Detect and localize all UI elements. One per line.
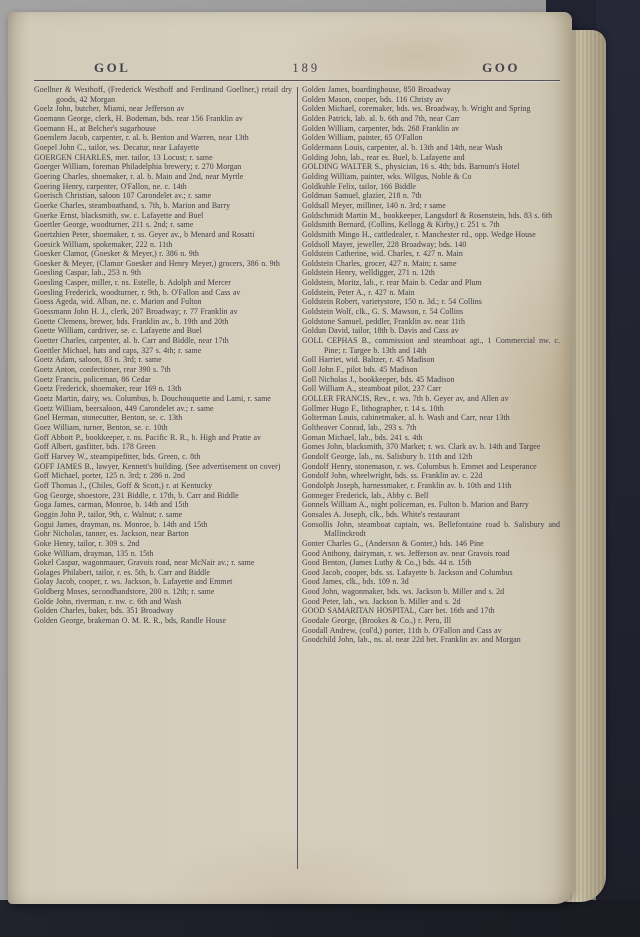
directory-entry: Goellner & Westhoff, (Frederick Westhoff and Ferdinand Goellner,) retail dry goods, 42 Morgan [34,85,292,104]
directory-entry: Goesker & Meyer, (Clamor Goesker and Henry Meyer,) grocers, 386 n. 9th [34,258,280,268]
directory-entry: Good Anthony, dairyman, r. ws. Jefferson av. near Gravois road [302,548,510,558]
directory-entry: Goggin John P., tailor, 9th, c. Walnut; r. same [34,509,183,519]
directory-entry: Goerke Ernst, blacksmith, sw. c. Lafayette and Buel [34,210,204,220]
directory-entry: Golden James, boardinghouse, 850 Broadway [302,85,451,94]
directory-entry: Goldsmith Bernard, (Collins, Kellogg & Kirby,) r. 251 s. 7th [302,220,500,230]
directory-entry: Goesker Clamor, (Goesker & Meyer,) r. 386 n. 9th [34,249,199,259]
directory-entry: Goldstein Robert, varietystore, 150 n. 3d.; r. 54 Collins [302,297,482,307]
directory-entry: Good Peter, lab., ws. Jackson b. Miller and s. 2d [302,596,461,606]
directory-entry: Goesling Frederick, woodturner, r. 9th, b. O'Fallon and Cass av [34,287,241,297]
directory-entry: GOFF JAMES B., lawyer, Kennett's building. (See advertisement on cover) [34,461,281,471]
directory-entry: Goldberg Moses, secondhandstore, 200 n. 12th; r. same [34,587,215,597]
directory-entry: Goldsoll Mayer, jeweller, 228 Broadway; bds. 140 [302,239,467,249]
directory-entry: Goodchild John, lab., ns. al. near 22d bet. Franklin av. and Morgan [302,635,521,645]
directory-entry: Goemann H., at Belcher's sugarhouse [34,123,156,133]
directory-entry: Goman Michael, lab., bds. 241 s. 4th [302,432,423,442]
directory-entry: Gokel Caspar, wagonmauer, Gravois road, near McNair av.; r. same [34,558,255,568]
directory-column-right [302,85,560,881]
directory-entry: Goetz Anton, confectioner, rear 390 s. 7th [34,365,171,375]
directory-entry: Goering Henry, carpenter, O'Fallon, ne. c. 14th [34,181,187,191]
directory-entry: Goepel John C., tailor, ws. Decatur, near Lafayette [34,142,200,152]
directory-entry: Gogui James, drayman, ns. Monroe, b. 14th and 15th [34,519,208,529]
directory-entry: Goette William, cardriver, se. c. Lafayette and Buel [34,326,202,336]
book-cover-bottom-edge [0,900,640,937]
directory-entry: Golding William, painter, wks. Wilgus, Noble & Co [302,171,472,181]
directory-entry: Goll William A., steamboat pilot, 237 Carr [302,384,442,394]
header-rule [34,80,560,81]
header-left-word: GOL [94,60,131,75]
directory-entry: GOLLER FRANCIS, Rev., r. ws. 7th b. Geyer av, and Allen av [302,394,509,403]
directory-entry: Goetter Charles, carpenter, al. b. Carr and Biddle, near 17th [34,336,229,346]
directory-entry: Good Benton, (James Luthy & Co.,) bds. 44 n. 15th [302,558,472,568]
directory-entry: Goetz Martin, dairy, ws. Columbus, b. Douchouquette and Lami, r. same [34,394,271,403]
directory-entry: Goel Herman, stonecutter, Benton, se. c. 13th [34,413,183,423]
directory-entry: Goettler Michael, hats and caps, 327 s. 4th; r. same [34,345,202,355]
directory-entry: Goodall Andrew, (col'd,) porter, 11th b. O'Fallon and Cass av [302,625,502,635]
directory-entry: Goldstein, Moritz, lab., r. rear Main b. Cedar and Plum [302,278,482,288]
directory-entry: Goldstein Wolf, clk., G. S. Mawson, r. 54 Collins [302,307,464,317]
directory-entry: Goldstein Henry, welldigger, 271 n. 12th [302,268,435,278]
directory-entry: Golterman Louis, cabinetmaker, al. b. Wash and Carr, near 13th [302,413,510,423]
directory-entry: Gonsales A. Joseph, clk., bds. White's restaurant [302,509,460,519]
directory-entry: Goff Harvey W., steampipefitter, bds. Green, c. 8th [34,451,201,461]
directory-entry: Goldun David, tailor, 18th b. Davis and Cass av [302,326,459,336]
directory-entry: Goll Harriet, wid. Baltzer, r. 45 Madison [302,355,435,365]
directory-entry: Goodale George, (Brookes & Co.,) r. Peru, Ill [302,616,452,626]
directory-entry: Goenslern Jacob, carpenter, r. al. b. Benton and Warren, near 13th [34,133,249,143]
directory-entry: Goke William, drayman, 135 n. 15th [34,548,154,558]
directory-entry: Goesling Casper, miller, r. ns. Estelle, b. Adolph and Mercer [34,278,231,288]
directory-entry: Golden Michael, coremaker, bds. ws. Broadway, b. Wright and Spring [302,104,531,114]
directory-entry: Gondolf Henry, stonemason, r. ws. Columbus b. Emmet and Lesperance [302,461,537,471]
header-right-word: GOO [482,60,520,75]
directory-entry: Goldkuhle Felix, tailor, 166 Biddle [302,181,416,191]
directory-entry: Goetz Francis, policeman, 86 Cedar [34,374,151,384]
directory-entry: Goesling Caspar, lab., 253 n. 9th [34,268,141,278]
directory-entry: Goess Ageda, wid. Alban, ne. c. Marion and Fulton [34,297,202,307]
directory-entry: Goldsall Meyer, milliner, 140 n. 3rd; r same [302,200,446,210]
directory-entry: Gohr Nicholas, tanner, es. Jackson, near Barton [34,529,189,539]
directory-entry: Goelz John, butcher, Miami, near Jefferson av [34,104,185,114]
directory-entry: Goemann George, clerk, H. Bodeman, bds. rear 156 Franklin av [34,113,243,123]
directory-entry: Goldsmith Mingo H., cattledealer, r. Manchester rd., opp. Wedge House [302,229,536,239]
directory-entry: Good James, clk., bds. 109 n. 3d [302,577,409,587]
directory-entry: Gondolf John, wheelwright, bds. ss. Franklin av. c. 22d [302,471,483,481]
text-area [34,60,560,881]
directory-entry: Good Jacob, cooper, bds. ss. Lafayette b. Jackson and Columbus [302,567,513,577]
directory-entry: Gonneger Frederick, lab., Abby c. Bell [302,490,429,500]
directory-entry: GOLL CEPHAS B., commission and steamboat agt., 1 Commercial nw. c. Pine; r. Targee b. 13th and 14th [302,336,560,355]
directory-entry: Goldstone Samuel, peddler, Franklin av. near 11th [302,316,466,326]
page-number: 189 [292,61,321,75]
directory-entry: Goez William, turner, Benton, se. c. 10th [34,422,168,432]
directory-entry: Goldermann Louis, carpenter, al. b. 13th and 14th, near Wash [302,142,503,152]
directory-entry: Golages Philabert, tailor, r. es. 5th, b. Carr and Biddle [34,567,210,577]
directory-entry: Golden Patrick, lab. al. b. 6th and 7th, near Carr [302,113,460,123]
directory-entry: Goldschmidt Martin M., bookkeeper, Langsdorf & Rosenstein, bds. 83 s. 6th [302,210,553,220]
directory-entry: Goerisch Christian, saloon 107 Carondelet av.; r. same [34,191,212,201]
directory-entry: Goerger William, foreman Philadelphia brewery; r. 270 Morgan [34,162,242,172]
directory-columns [34,85,560,881]
directory-entry: Goetz Frederick, shoemaker, rear 169 n. 13th [34,384,182,394]
directory-entry: Golding John, lab., rear es. Buel, b. Lafayette and [302,152,465,162]
directory-entry: Goertler George, woodturner, 211 s. 2nd; r. same [34,220,194,230]
directory-entry: Goertzhien Peter, shoemaker, r. ss. Geyer av., b Menard and Rosatti [34,229,255,239]
directory-entry: Goff Abbott P., bookkeeper, r. ns. Pacific R. R., b. High and Pratte av [34,432,262,442]
directory-entry: Golden William, carpenter, bds. 268 Franklin av [302,123,460,133]
directory-column-left [34,85,292,881]
directory-entry: Goldman Samuel, glazier, 218 n. 7th [302,191,422,201]
directory-entry: Goldstein Charles, grocer, 427 n. Main; r. same [302,258,457,268]
directory-entry: Gonsollis John, steamboat captain, ws. Bellefontaine road b. Salisbury and Mallinckrodt [302,519,560,539]
directory-entry: Gollmer Hugo F., lithographer, r. 14 s. 10th [302,403,444,413]
directory-entry: Goke Henry, tailor, r. 309 s. 2nd [34,538,140,548]
directory-entry: Gonnels William A., night policeman, es. Fulton b. Marion and Barry [302,500,529,510]
directory-entry: Gondolf George, lab., ns. Salisbury b. 11th and 12th [302,451,473,461]
directory-entry: Gog George, shoestore, 231 Biddle, r. 17th, b. Carr and Biddle [34,490,239,500]
directory-entry: Goette Clemens, brewer, bds. Franklin av., b. 19th and 20th [34,316,229,326]
directory-entry: Goll John F., pilot bds. 45 Madison [302,365,418,375]
directory-entry: Golden Mason, cooper, bds. 116 Christy av [302,94,444,104]
directory-entry: Goerke Charles, steamboathand, s. 7th, b. Marion and Barry [34,200,231,210]
directory-entry: Golde John, riverman, r. nw. c. 6th and Wash [34,596,182,606]
directory-entry: Golden George, brakeman O. M. R. R., bds, Randle House [34,616,226,626]
directory-entry: Goff Thomas J., (Chiles, Goff & Scott,) r. at Kentucky [34,480,213,490]
directory-entry: Goetz Adam, saloon, 83 n. 3rd; r. same [34,355,162,365]
directory-entry: GOERGEN CHARLES, mer. tailor, 13 Locust; r. same [34,152,213,162]
directory-entry: GOLDING WALTER S., physician, 16 s. 4th; bds. Barnum's Hotel [302,162,520,172]
directory-entry: Gondolph Joseph, harnessmaker, r. Franklin av. b. 10th and 11th [302,480,512,490]
running-head [34,60,560,76]
directory-entry: Golay Jacob, cooper, r. ws. Jackson, b. Lafayette and Emmet [34,577,233,587]
book-page [8,12,572,904]
directory-entry: Goll Nicholas J., bookkeeper, bds. 45 Madison [302,374,455,384]
directory-entry: Goetz William, beersaloon, 449 Carondelet av.; r. same [34,403,214,413]
directory-entry: Goff Albert, gasfitter, bds. 178 Green [34,442,156,452]
directory-entry: Goltheaver Conrad, lab., 293 s. 7th [302,422,417,432]
directory-entry: Goering Charles, shoemaker, r. al. b. Main and 2nd, near Myrtle [34,171,244,181]
directory-entry: Golden William, painter, 65 O'Fallon [302,133,423,143]
directory-entry: Gomes John, blacksmith, 370 Market; r. ws. Clark av. b. 14th and Targee [302,442,541,452]
directory-entry: Goessmann John H. J., clerk, 207 Broadway; r. 77 Franklin av [34,307,238,317]
directory-entry: Golden Charles, baker, bds. 351 Broadway [34,606,174,616]
directory-entry: Goga James, carman, Monroe, b. 14th and 15th [34,500,189,510]
directory-entry: Goldstein Catherine, wid. Charles, r. 427 n. Main [302,249,463,259]
directory-entry: Goesick William, spokemaker, 222 n. 11th [34,239,173,249]
directory-entry: Good John, wagonmaker, bds. ws. Jackson b. Miller and s. 2d [302,587,505,597]
directory-entry: Goldstein, Peter A., r. 427 n. Main [302,287,415,297]
directory-entry: GOOD SAMARITAN HOSPITAL, Carr bet. 16th and 17th [302,606,495,616]
column-divider [297,87,298,869]
directory-entry: Goff Michael, porter, 125 n. 3rd; r. 286 n. 2nd [34,471,186,481]
directory-entry: Gonter Charles G., (Anderson & Gonter,) bds. 146 Pine [302,538,484,548]
